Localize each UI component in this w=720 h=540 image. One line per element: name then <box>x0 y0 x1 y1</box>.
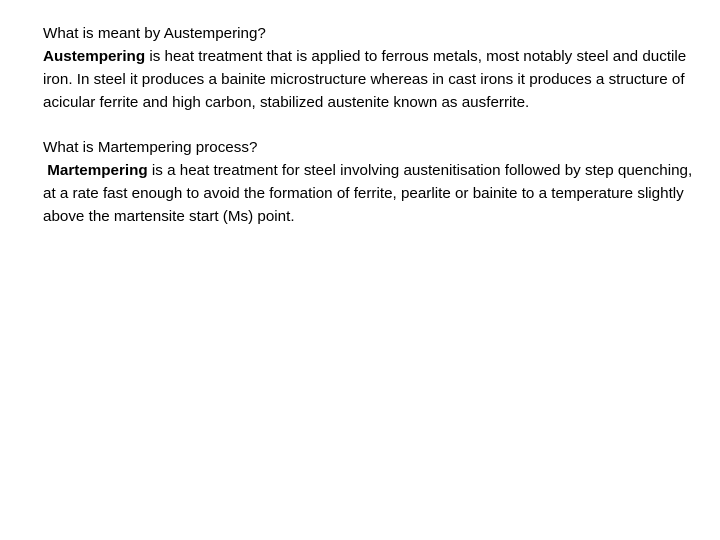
martempering-answer <box>43 159 708 228</box>
martempering-definition: is a heat treatment for steel involving austenitisation followed by step quenching, at a rate fast enough to avoid the formation of ferrite, pearlite or bainite to a temperature slightly above the martensite start (Ms) point. <box>43 162 693 225</box>
austempering-definition: is heat treatment that is applied to ferrous metals, most notably steel and ductile iron. In steel it produces a bainite microstructure whereas in cast irons it produces a structure of acicular ferrite and high carbon, stabilized austenite known as ausferrite. <box>43 48 687 111</box>
martempering-term: Martempering <box>47 162 148 179</box>
austempering-term: Austempering <box>43 48 146 65</box>
martempering-section <box>43 136 708 228</box>
austempering-section <box>43 22 708 114</box>
austempering-answer <box>43 45 708 114</box>
slide-content <box>43 22 708 250</box>
austempering-question: What is meant by Austempering? <box>43 25 266 42</box>
martempering-question: What is Martempering process? <box>43 139 258 156</box>
